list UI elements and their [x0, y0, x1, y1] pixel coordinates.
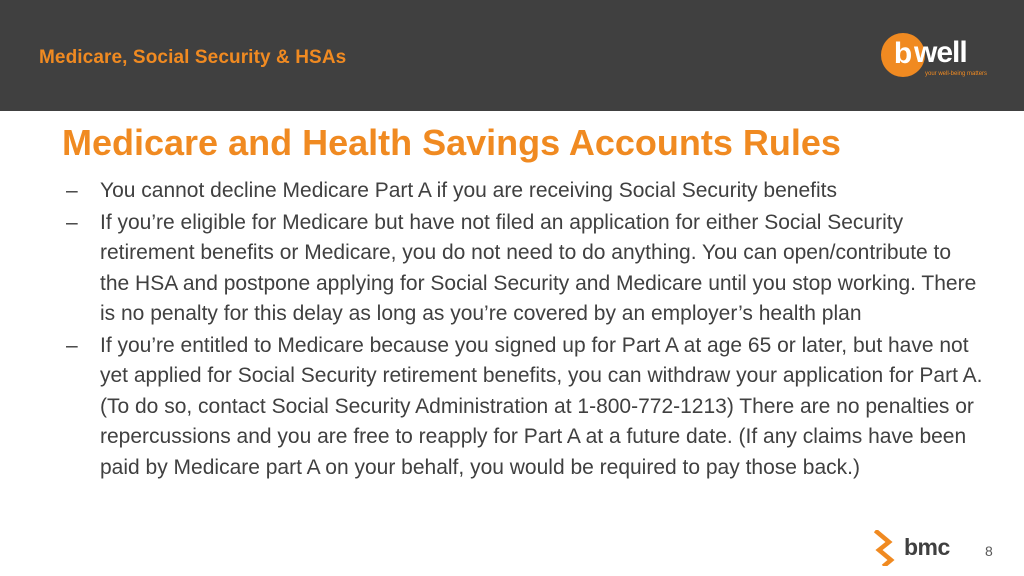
bwell-logo-tagline: your well-being matters: [925, 71, 988, 77]
page-number: 8: [985, 543, 993, 559]
header-bar: [0, 0, 1024, 111]
bullet-marker: –: [66, 179, 78, 202]
bullet-text: You cannot decline Medicare Part A if you are receiving Social Security benefits: [100, 179, 837, 202]
bmc-logo-text: bmc: [904, 534, 950, 560]
bullet-list: [66, 176, 986, 484]
bmc-logo: [874, 530, 964, 566]
bwell-logo-circle: b: [881, 33, 925, 77]
bullet-text: If you’re entitled to Medicare because you signed up for Part A at age 65 or later, but have not yet applied for Social Security retirement benefits, you can withdraw your application for Part A. (To do so, contact Social Security Administration at 1-800-772-1213) There are no penalties or repercussions and you are free to reapply for Part A at a future date. (If any claims have been paid by Medicare part A on your behalf, you would be required to pay those back.): [100, 333, 983, 479]
bwell-logo-text: well: [914, 36, 967, 69]
bullet-text: If you’re eligible for Medicare but have not filed an application for either Social Security retirement benefits or Medicare, you do not need to do anything. You can open/contribute to the HSA and postpone applying for Social Security and Medicare until you stop working. There is no penalty for this delay as long as you’re covered by an employer’s health plan: [100, 210, 977, 325]
bwell-logo: [881, 33, 1001, 83]
bullet-item: [66, 176, 986, 207]
bullet-item: [66, 331, 986, 484]
bmc-logo-icon: [874, 530, 900, 566]
slide-title: Medicare and Health Savings Accounts Rules: [62, 122, 841, 163]
bullet-marker: –: [66, 210, 78, 234]
section-title: Medicare, Social Security & HSAs: [39, 47, 347, 68]
bullet-marker: –: [66, 333, 78, 357]
bullet-item: [66, 208, 986, 330]
